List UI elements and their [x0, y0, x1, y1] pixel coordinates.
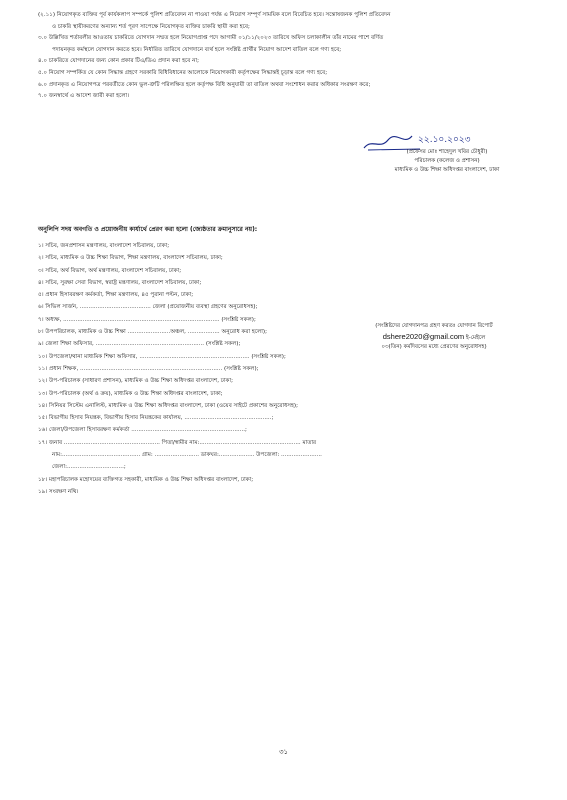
condition-number: ৩.০ — [38, 35, 48, 42]
list-item: ২। সচিব, মাধ্যমিক ও উচ্চ শিক্ষা বিভাগ, শিক্ষা মন্ত্রণালয়, বাংলাদেশ সচিবালয়, ঢাকা; — [38, 255, 223, 262]
email-address: dshere2020@gmail.com — [382, 331, 465, 341]
list-item: ১৩। উপ-পরিচালক (অর্থ ও ক্রয়), মাধ্যমিক ও উচ্চ শিক্ষা অধিদপ্তর বাংলাদেশ, ঢাকা; — [38, 390, 223, 397]
joining-report-note — [344, 322, 524, 353]
note-line: ০৩(তিন) কর্মদিবসের মধ্যে প্রেরণের অনুরোধসহ) — [381, 344, 487, 350]
condition-text-continued: ও চাকরি স্থায়ীকরণের অন্যান্য শর্ত পূরণ সাপেক্ষে নিয়োগকৃত ব্যক্তির চাকরি স্থায়ী করা হবে; — [52, 23, 250, 30]
note-email-suffix: ই-মেইলে — [464, 334, 486, 341]
copy-distribution-list — [38, 240, 533, 498]
signatory-name: (প্রফেসর মোঃ শাহেদুল খবির চৌধুরী) — [406, 149, 488, 155]
condition-item — [38, 10, 533, 33]
list-item: ৮। উপপরিচালক, মাধ্যমিক ও উচ্চ শিক্ষা ........................অঞ্চল, .................. অনুরোধ করা হলো); — [38, 329, 267, 336]
list-item: ১৪। সিনিয়র সিস্টেম এনালিস্ট, মাধ্যমিক ও উচ্চ শিক্ষা অধিদপ্তর বাংলাদেশ, ঢাকা (ওয়েব সাইটে প্রকাশের অনুরোধসহ); — [38, 402, 298, 409]
list-item: ৭। অধ্যক্ষ, ........................................................................................ (সংশ্লিষ্ট সকল); — [38, 316, 256, 323]
list-item: ১১। প্রধান শিক্ষক, ................................................................................ (সংশ্লিষ্ট সকল); — [38, 365, 259, 372]
signature-date: ২২.১০.২০২৩ — [418, 135, 471, 145]
condition-text-continued: পদায়নকৃত কর্মস্থলে যোগদান করতে হবে। নির্ধারিত তারিখে যোগদানে ব্যর্থ হলে সংশ্লিষ্ট প্রার্থীর নিয়োগ আদেশ বাতিল বলে গণ্য হবে; — [52, 46, 342, 53]
condition-number: ৫.০ — [38, 69, 48, 76]
condition-number: ৭.০ — [38, 93, 48, 100]
list-item: ১৮। মহাপরিচালক মহোদয়ের ব্যক্তিগত সহকারী, মাধ্যমিক ও উচ্চ শিক্ষা অধিদপ্তর বাংলাদেশ, ঢাকা; — [38, 476, 254, 483]
list-item: ১৬। জেলা/উপজেলা হিসাবরক্ষণ কর্মকর্তা ................................................................; — [38, 427, 247, 434]
conditions-list — [38, 10, 533, 103]
list-item: ৪। সচিব, সুরক্ষা সেবা বিভাগ, স্বরাষ্ট্র মন্ত্রণালয়, বাংলাদেশ সচিবালয়, ঢাকা; — [38, 279, 202, 286]
list-item-continued: নাম:............................................ গ্রাম: ......................... ডাকঘর:.................... উপজেলা: ....................... — [52, 452, 322, 459]
condition-text: জনস্বার্থে এ আদেশ জারী করা হলো। — [48, 93, 130, 100]
list-item: ১০। উপজেলা/থানা মাধ্যমিক শিক্ষা অফিসার, .............................................................. (সংশ্লিষ্ট সকল); — [38, 353, 286, 360]
list-item: ১৭। জনাব ...................................................... পিতা/স্বামীর নাম:......................................................... মাতার — [38, 439, 317, 446]
signatory-office: মাধ্যমিক ও উচ্চ শিক্ষা অধিদপ্তর বাংলাদেশ, ঢাকা — [394, 167, 500, 173]
page-number: ৩১ — [278, 748, 289, 756]
signatory-designation: পরিচালক (কলেজ ও প্রশাসন) — [414, 158, 480, 164]
condition-text: নিয়োগকৃত ব্যক্তির পূর্ব কার্যকলাপ সম্পর্কে পুলিশ প্রতিবেদন না পাওয়া পর্যন্ত এ নিয়োগ সম্পূর্ণ সাময়িক বলে বিবেচিত হবে। সন্তোষজনক পুলিশ প্রতিবেদন — [56, 12, 391, 18]
list-item: ১২। উপ-পরিচালক (সাধারণ প্রশাসন), মাধ্যমিক ও উচ্চ শিক্ষা অধিদপ্তর বাংলাদেশ, ঢাকা; — [38, 378, 233, 385]
list-item: ৩। সচিব, অর্থ বিভাগ, অর্থ মন্ত্রণালয়, বাংলাদেশ সচিবালয়, ঢাকা; — [38, 267, 182, 274]
condition-number: (২.১১) — [38, 12, 56, 18]
condition-item — [38, 33, 533, 56]
list-item: ৯। জেলা শিক্ষা অফিসার, ............................................................. (সংশ্লিষ্ট সকল); — [38, 341, 241, 348]
list-item: ৬। সিভিল সার্জন, ........................................ জেলা (প্রয়োজনীয় ব্যবস্থা গ্রহণের অনুরোধসহ); — [38, 304, 258, 311]
condition-text: নিয়োগ সম্পর্কিত যে কোন সিদ্ধান্ত গ্রহণে সরকারি বিধিবিধানের আলোকে নিয়োগকারী কর্তৃপক্ষের সিদ্ধান্তই চূড়ান্ত বলে গণ্য হবে; — [48, 69, 328, 76]
condition-number: ৪.০ — [38, 58, 48, 65]
copy-heading: অনুলিপি সদয় অবগতি ও প্রয়োজনীয় কার্যার্থে প্রেরণ করা হলো (জ্যেষ্ঠতার ক্রমানুসারে নয়): — [38, 226, 258, 233]
list-item: ১৯। সংরক্ষণ নথি। — [38, 488, 79, 495]
list-item-continued: জেলা:................................; — [52, 464, 126, 471]
note-line: (সংশ্লিষ্টদের যোগদানপত্র গ্রহণ করতঃ যোগদান রিপোর্ট — [375, 323, 493, 329]
condition-number: ৬.০ — [38, 81, 48, 88]
list-item: ১। সচিব, জনপ্রশাসন মন্ত্রণালয়, বাংলাদেশ সচিবালয়, ঢাকা; — [38, 243, 170, 249]
list-item: ১৫। বিভাগীয় হিসাব নিয়ন্ত্রক, বিভাগীয় হিসাব নিয়ন্ত্রকের কার্যালয়, .................................................; — [38, 415, 274, 422]
condition-item — [38, 56, 533, 68]
condition-text: প্রদানকৃত এ নিয়োগপত্র পরবর্তীতে কোন ভুল-ত্রুটি পরিলক্ষিত হলে কর্তৃপক্ষ বিধি অনুযায়ী তা বাতিল অথবা সংশোধন করার অধিকার সংরক্ষণ করে; — [48, 81, 371, 88]
signature-block — [372, 148, 522, 175]
condition-text: উল্লিখিত শর্তাবলীর আওতায় চাকরিতে যোগদান সম্মত হলে নিয়োগপ্রাপ্ত পদে আগামী ০১/১১/২০২৩ তারিখে অফিস চলাকালীন তাঁর নামের পাশে বর্ণিত — [48, 35, 384, 42]
condition-item — [38, 68, 533, 80]
condition-item — [38, 80, 533, 92]
condition-text: চাকরিতে যোগদানের জন্য কোন প্রকার টিএ/ডিএ প্রদান করা হবে না; — [48, 58, 200, 65]
list-item: ৫। প্রধান হিসাবরক্ষণ কর্মকর্তা, শিক্ষা মন্ত্রণালয়, ৪৫ পুরানা পল্টন, ঢাকা; — [38, 292, 194, 299]
condition-item — [38, 91, 533, 103]
